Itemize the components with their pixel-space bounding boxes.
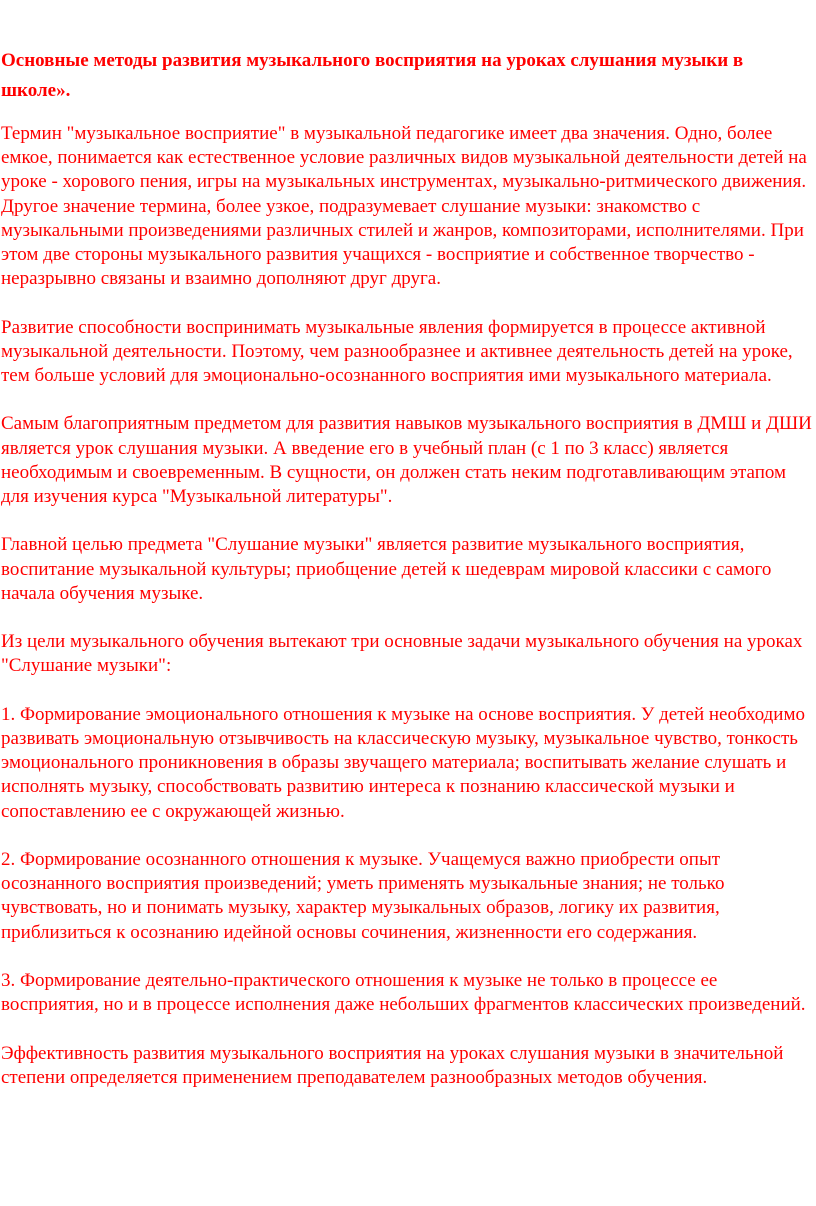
paragraph-tasks-intro: Из цели музыкального обучения вытекают три основные задачи музыкального обучения на уроках "Слушание музыки": — [1, 631, 803, 677]
paragraph-task-2: 2. Формирование осознанного отношения к музыке. Учащемуся важно приобрести опыт осознанного восприятия произведений; уметь применять музыкальные знания; не только чувствовать, но и понимать музыку, характер музыкальных образов, логику их развития, приблизиться к осознанию идейной основы сочинения, жизненности его содержания. — [1, 849, 725, 943]
paragraph-task-3: 3. Формирование деятельно-практического отношения к музыке не только в процессе ее восприятия, но и в процессе исполнения даже небольших фрагментов классических произведений. — [1, 970, 806, 1016]
document-title: Основные методы развития музыкального восприятия на уроках слушания музыки в школе». — [1, 50, 744, 101]
paragraph-listening-lesson: Самым благоприятным предметом для развития навыков музыкального восприятия в ДМШ и ДШИ является урок слушания музыки. А введение его в учебный план (с 1 по 3 класс) является необходимым и своевременным. В сущности, он должен стать неким подготавливающим этапом для изучения курса "Музыкальной литературы". — [1, 413, 812, 508]
paragraph-perception-development: Развитие способности воспринимать музыкальные явления формируется в процессе активной музыкальной деятельности. Поэтому, чем разнообразнее и активнее деятельность детей на уроке, тем больше условий для эмоционально-осознанного восприятия ими музыкального материала. — [1, 316, 793, 387]
paragraph-effectiveness: Эффективность развития музыкального восприятия на уроках слушания музыки в значительной степени определяется применением преподавателем разнообразных методов обучения. — [1, 1042, 784, 1088]
paragraph-term-definition: Термин "музыкальное восприятие" в музыкальной педагогике имеет два значения. Одно, более емкое, понимается как естественное условие различных видов музыкальной деятельности детей на уроке - хорового пения, игры на музыкальных инструментах, музыкально-ритмического движения. Другое значение термина, более узкое, подразумевает слушание музыки: знакомство с музыкальными произведениями различных стилей и жанров, композиторами, исполнителями. При этом две стороны музыкального развития учащихся - восприятие и собственное творчество - неразрывно связаны и взаимно дополняют друг друга. — [1, 123, 807, 290]
paragraph-main-goal: Главной целью предмета "Слушание музыки" является развитие музыкального восприятия, воспитание музыкальной культуры; приобщение детей к шедеврам мировой классики с самого начала обучения музыке. — [1, 534, 772, 604]
paragraph-task-1: 1. Формирование эмоционального отношения к музыке на основе восприятия. У детей необходимо развивать эмоциональную отзывчивость на классическую музыку, музыкальное чувство, тонкость эмоционального проникновения в образы звучащего материала; воспитывать желание слушать и исполнять музыку, способствовать развитию интереса к познанию классической музыки и сопоставлению ее с окружающей жизнью. — [1, 703, 806, 822]
